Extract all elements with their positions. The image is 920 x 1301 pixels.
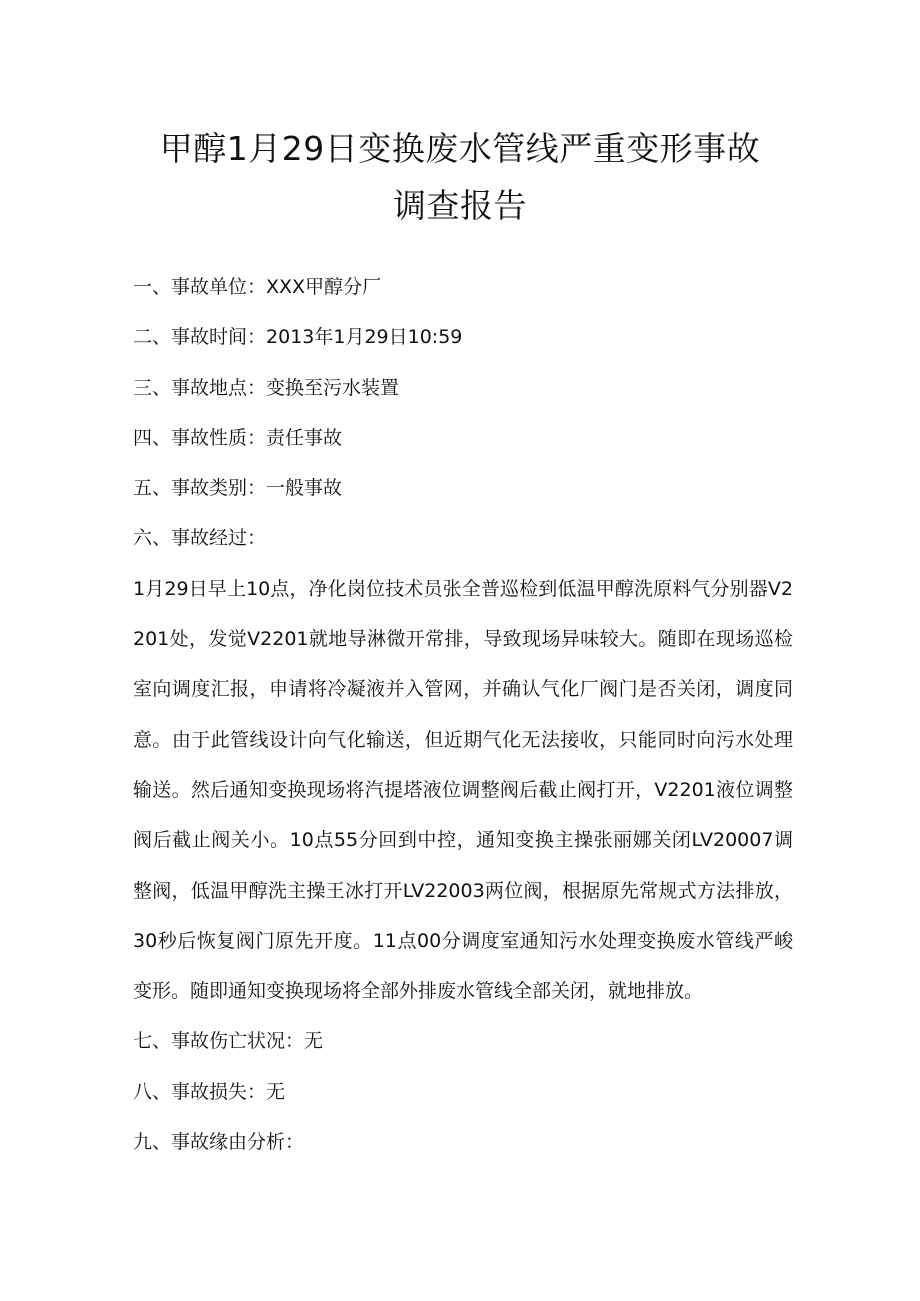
field-value: 无 — [266, 1080, 286, 1103]
incident-narrative: 1月29日早上10点，净化岗位技术员张全普巡检到低温甲醇洗原料气分别器V2201处，发觉V2201就地导淋微开常排，导致现场异味较大。随即在现场巡检室向调度汇报，申请将冷凝液并入管网，并确认气化厂阀门是否关闭，调度同意。由于此管线设计向气化输送，但近期气化无法接收，只能同时向污水处理输送。然后通知变换现场将汽提塔液位调整阀后截止阀打开，V2201液位调整阀后截止阀关小。10点55分回到中控，通知变换主操张丽娜关闭LV20007调整阀，低温甲醇洗主操王冰打开LV22003两位阀，根据原先常规式方法排放，30秒后恢复阀门原先开度。11点00分调度室通知污水处理变换废水管线严峻变形。随即通知变换现场将全部外排废水管线全部关闭，就地排放。 — [133, 577, 793, 1003]
field-casualties — [133, 1016, 793, 1066]
field-value: 2013年1月29日10:59 — [266, 326, 463, 349]
field-label: 八、事故损失： — [133, 1080, 267, 1103]
field-category — [133, 463, 793, 513]
field-loss — [133, 1067, 793, 1117]
field-label: 七、事故伤亡状况： — [133, 1030, 305, 1053]
report-body — [133, 262, 793, 1167]
field-label: 六、事故经过： — [133, 527, 267, 550]
report-title-line-2: 调查报告 — [393, 186, 527, 225]
field-location — [133, 363, 793, 413]
report-title-line-1: 甲醇1月29日变换废水管线严重变形事故 — [159, 129, 761, 168]
field-unit — [133, 262, 793, 312]
field-value: 一般事故 — [266, 477, 343, 500]
field-label: 一、事故单位： — [133, 276, 267, 298]
field-label: 五、事故类别： — [133, 477, 267, 500]
field-value: 责任事故 — [266, 426, 343, 449]
field-nature — [133, 413, 793, 463]
field-value: 变换至污水装置 — [266, 376, 400, 399]
field-label: 三、事故地点： — [133, 376, 267, 399]
field-value: XXX甲醇分厂 — [266, 276, 382, 298]
field-label: 九、事故缘由分析： — [133, 1131, 305, 1154]
field-cause-analysis — [133, 1117, 793, 1167]
field-label: 四、事故性质： — [133, 426, 267, 449]
field-time — [133, 312, 793, 362]
field-value: 无 — [304, 1030, 324, 1053]
field-label: 二、事故时间： — [133, 326, 267, 349]
field-process — [133, 513, 793, 563]
